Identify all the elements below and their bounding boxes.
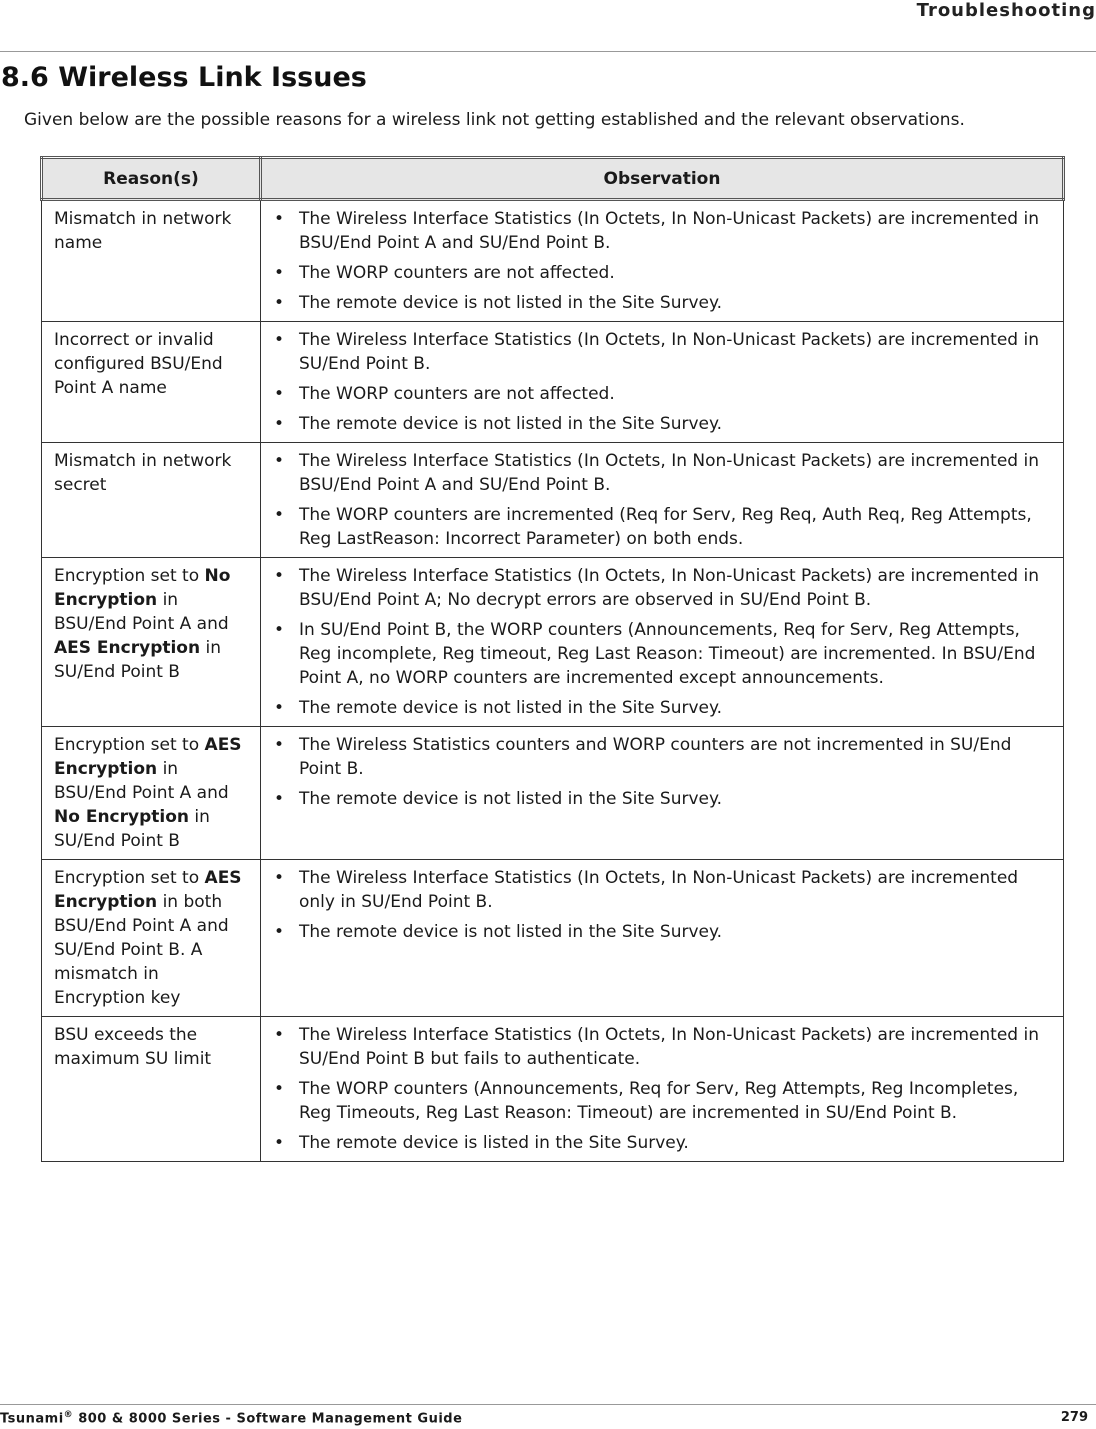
bullet-icon: • [273, 735, 285, 755]
observation-text: The remote device is listed in the Site Survey. [299, 1133, 689, 1153]
observation-item [273, 866, 1053, 914]
bullet-icon: • [273, 789, 285, 809]
observation-text: The remote device is not listed in the Site Survey. [299, 789, 723, 809]
observation-cell [261, 443, 1064, 558]
reason-text: Mismatch in network secret [54, 451, 232, 495]
bullet-icon: • [273, 330, 285, 350]
reason-text: Encryption set to [54, 566, 205, 586]
bullet-icon: • [273, 505, 285, 525]
observation-text: In SU/End Point B, the WORP counters (Announcements, Req for Serv, Reg Attempts, Reg incomplete, Reg timeout, Reg Last Reason: Timeout) are incremented. In BSU/End Point A, no WORP counters are incremented except announcements. [299, 620, 1036, 688]
footer-document-title [0, 1410, 462, 1426]
observation-item [273, 564, 1053, 612]
observation-text: The Wireless Interface Statistics (In Octets, In Non-Unicast Packets) are incremented in BSU/End Point A; No decrypt errors are observed in SU/End Point B. [299, 566, 1039, 610]
reason-emphasis: AES Encryption [54, 868, 242, 912]
observation-item [273, 449, 1053, 497]
reason-emphasis: No Encryption [54, 566, 231, 610]
bullet-icon: • [273, 620, 285, 640]
table-row [42, 443, 1064, 558]
reason-text: Incorrect or invalid configured BSU/End Point A name [54, 330, 223, 398]
observation-cell [261, 860, 1064, 1017]
table-row [42, 1017, 1064, 1162]
bullet-icon: • [273, 1025, 285, 1045]
bullet-icon: • [273, 451, 285, 471]
observation-item [273, 412, 1053, 436]
registered-mark: ® [63, 1410, 74, 1420]
observation-text: The Wireless Interface Statistics (In Octets, In Non-Unicast Packets) are incremented in BSU/End Point A and SU/End Point B. [299, 451, 1039, 495]
observation-text: The Wireless Interface Statistics (In Octets, In Non-Unicast Packets) are incremented in BSU/End Point A and SU/End Point B. [299, 209, 1039, 253]
observation-cell [261, 1017, 1064, 1162]
reason-emphasis: AES Encryption [54, 638, 201, 658]
bullet-icon: • [273, 1133, 285, 1153]
observation-item [273, 207, 1053, 255]
page-number: 279 [1060, 1410, 1088, 1425]
reason-text: Mismatch in network name [54, 209, 232, 253]
table-row [42, 558, 1064, 727]
table-body [42, 200, 1064, 1162]
observation-list [273, 866, 1053, 944]
reason-text: in BSU/End Point A and [54, 759, 229, 803]
footer-brand: Tsunami [0, 1411, 64, 1427]
reason-cell [42, 322, 261, 443]
observation-item [273, 696, 1053, 720]
header-observation: Observation [261, 158, 1064, 200]
observation-text: The remote device is not listed in the Site Survey. [299, 922, 723, 942]
observation-item [273, 618, 1053, 690]
observation-item [273, 261, 1053, 285]
bullet-icon: • [273, 384, 285, 404]
reason-text: Encryption set to [54, 868, 205, 888]
observation-list [273, 207, 1053, 315]
observation-text: The Wireless Interface Statistics (In Octets, In Non-Unicast Packets) are incremented in SU/End Point B but fails to authenticate. [299, 1025, 1039, 1069]
section-title: 8.6 Wireless Link Issues [1, 62, 367, 93]
reason-emphasis: No Encryption [54, 807, 189, 827]
footer-divider [0, 1404, 1096, 1405]
wireless-link-issues-table [40, 156, 1065, 1162]
observation-text: The Wireless Interface Statistics (In Octets, In Non-Unicast Packets) are incremented in SU/End Point B. [299, 330, 1039, 374]
reason-cell [42, 1017, 261, 1162]
footer-title: 800 & 8000 Series - Software Management Guide [73, 1411, 463, 1427]
observation-list [273, 1023, 1053, 1155]
observation-item [273, 328, 1053, 376]
observation-list [273, 733, 1053, 811]
reason-text: in BSU/End Point A and [54, 590, 229, 634]
table-row [42, 322, 1064, 443]
observation-cell [261, 558, 1064, 727]
observation-text: The Wireless Interface Statistics (In Octets, In Non-Unicast Packets) are incremented only in SU/End Point B. [299, 868, 1019, 912]
reason-cell [42, 860, 261, 1017]
observation-cell [261, 200, 1064, 322]
observation-list [273, 328, 1053, 436]
reason-cell [42, 443, 261, 558]
reason-text: in SU/End Point B [54, 807, 210, 851]
observation-cell [261, 322, 1064, 443]
observation-item [273, 1077, 1053, 1125]
observation-item [273, 733, 1053, 781]
reason-cell [42, 200, 261, 322]
observation-item [273, 1023, 1053, 1071]
bullet-icon: • [273, 293, 285, 313]
observation-text: The WORP counters are incremented (Req for Serv, Reg Req, Auth Req, Reg Attempts, Reg LastReason: Incorrect Parameter) on both ends. [299, 505, 1032, 549]
table-row [42, 860, 1064, 1017]
bullet-icon: • [273, 698, 285, 718]
reason-cell [42, 558, 261, 727]
observation-item [273, 787, 1053, 811]
header-divider [0, 51, 1096, 52]
observation-cell [261, 727, 1064, 860]
observation-text: The Wireless Statistics counters and WORP counters are not incremented in SU/End Point B. [299, 735, 1012, 779]
observation-item [273, 382, 1053, 406]
observation-text: The WORP counters (Announcements, Req for Serv, Reg Attempts, Reg Incompletes, Reg Timeouts, Reg Last Reason: Timeout) are incremented in SU/End Point B. [299, 1079, 1019, 1123]
reason-text: in SU/End Point B [54, 638, 221, 682]
table-header-row [42, 158, 1064, 200]
bullet-icon: • [273, 414, 285, 434]
reason-text: in both BSU/End Point A and SU/End Point B. A mismatch in Encryption key [54, 892, 229, 1008]
table-row [42, 200, 1064, 322]
reason-text: BSU exceeds the maximum SU limit [54, 1025, 212, 1069]
observation-item [273, 503, 1053, 551]
header-reasons: Reason(s) [42, 158, 261, 200]
observation-text: The remote device is not listed in the Site Survey. [299, 414, 723, 434]
running-head: Troubleshooting [916, 0, 1096, 21]
observation-text: The remote device is not listed in the Site Survey. [299, 698, 723, 718]
bullet-icon: • [273, 209, 285, 229]
bullet-icon: • [273, 1079, 285, 1099]
bullet-icon: • [273, 868, 285, 888]
observation-item [273, 1131, 1053, 1155]
observation-list [273, 564, 1053, 720]
reason-emphasis: AES Encryption [54, 735, 242, 779]
observation-text: The WORP counters are not affected. [299, 384, 615, 404]
observation-list [273, 449, 1053, 551]
bullet-icon: • [273, 263, 285, 283]
intro-paragraph: Given below are the possible reasons for a wireless link not getting established and the relevant observations. [24, 110, 965, 130]
observation-item [273, 291, 1053, 315]
table-row [42, 727, 1064, 860]
observation-text: The remote device is not listed in the Site Survey. [299, 293, 723, 313]
bullet-icon: • [273, 566, 285, 586]
bullet-icon: • [273, 922, 285, 942]
reason-text: Encryption set to [54, 735, 205, 755]
observation-text: The WORP counters are not affected. [299, 263, 615, 283]
reason-cell [42, 727, 261, 860]
observation-item [273, 920, 1053, 944]
